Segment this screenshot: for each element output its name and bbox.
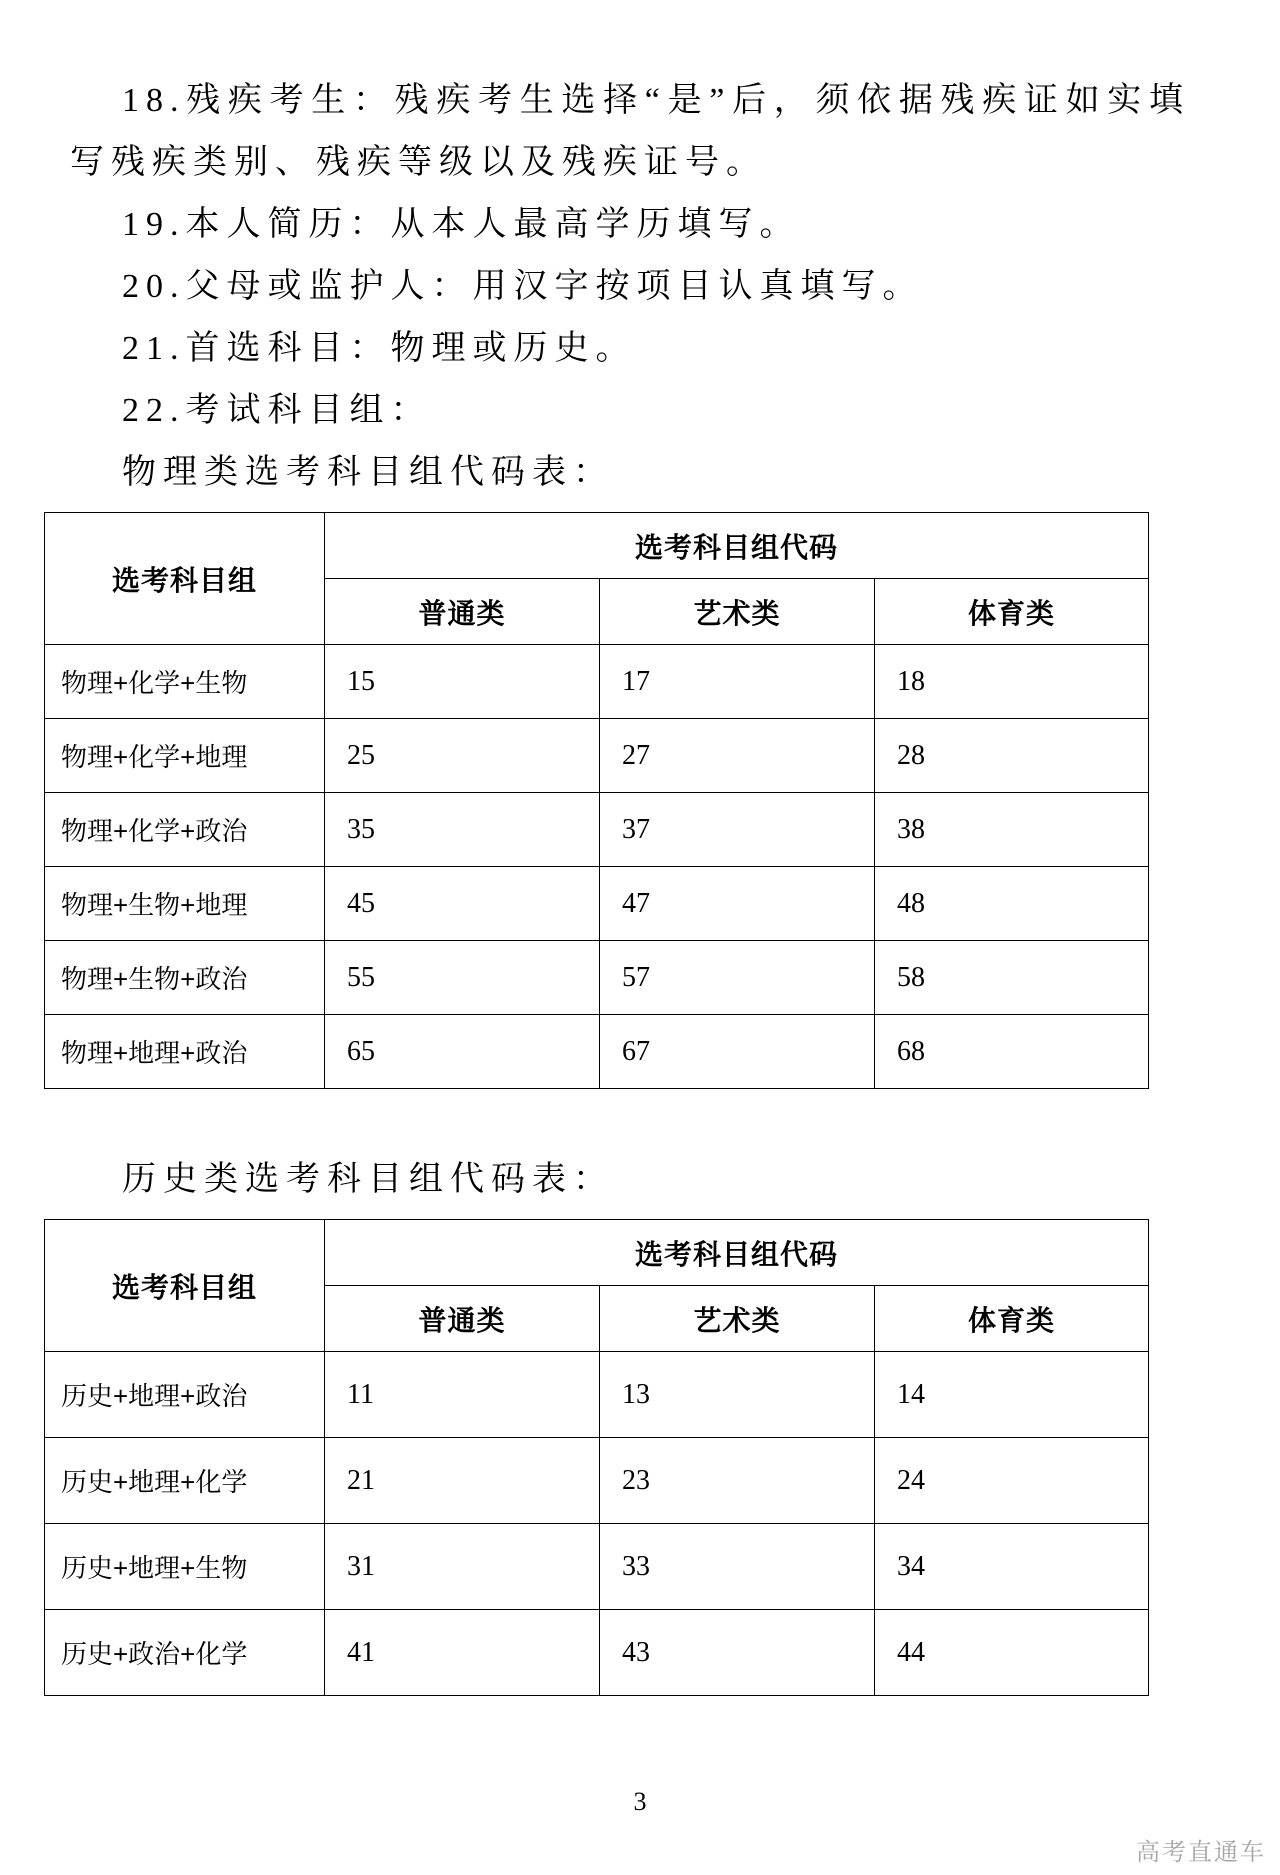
row-header-cell: 选考科目组 (45, 513, 325, 645)
table-row (45, 1610, 1149, 1696)
physics-table-caption: 物理类选考科目组代码表： (122, 454, 614, 491)
code-group-header-cell: 选考科目组代码 (325, 1220, 1149, 1286)
code-cell: 55 (325, 941, 600, 1015)
code-cell: 13 (600, 1352, 875, 1438)
code-cell: 25 (325, 719, 600, 793)
code-cell: 27 (600, 719, 875, 793)
code-cell: 14 (875, 1352, 1149, 1438)
subject-group-cell: 历史+地理+化学 (45, 1438, 325, 1524)
watermark: 高考直通车 (1136, 1839, 1266, 1866)
code-cell: 37 (600, 793, 875, 867)
subject-group-cell: 物理+化学+地理 (45, 719, 325, 793)
history-code-table (44, 1219, 1149, 1696)
code-cell: 33 (600, 1524, 875, 1610)
paragraph-21: 21.首选科目：物理或历史。 (122, 330, 637, 367)
code-cell: 65 (325, 1015, 600, 1089)
code-group-header-cell: 选考科目组代码 (325, 513, 1149, 579)
table-header-row (45, 1220, 1149, 1286)
table-row (45, 867, 1149, 941)
col-header-general: 普通类 (325, 579, 600, 645)
col-header-sports: 体育类 (875, 579, 1149, 645)
paragraph-19: 19.本人简历：从本人最高学历填写。 (122, 206, 801, 243)
subject-group-cell: 物理+化学+生物 (45, 645, 325, 719)
table-row (45, 1438, 1149, 1524)
code-cell: 34 (875, 1524, 1149, 1610)
code-cell: 58 (875, 941, 1149, 1015)
code-cell: 41 (325, 1610, 600, 1696)
paragraph-20: 20.父母或监护人：用汉字按项目认真填写。 (122, 268, 924, 305)
table-row (45, 793, 1149, 867)
code-cell: 24 (875, 1438, 1149, 1524)
code-cell: 11 (325, 1352, 600, 1438)
table-row (45, 1015, 1149, 1089)
code-cell: 35 (325, 793, 600, 867)
table-row (45, 1352, 1149, 1438)
col-header-general: 普通类 (325, 1286, 600, 1352)
code-cell: 15 (325, 645, 600, 719)
code-cell: 45 (325, 867, 600, 941)
subject-group-cell: 物理+化学+政治 (45, 793, 325, 867)
code-cell: 68 (875, 1015, 1149, 1089)
table-row (45, 1524, 1149, 1610)
code-cell: 23 (600, 1438, 875, 1524)
col-header-art: 艺术类 (600, 1286, 875, 1352)
code-cell: 43 (600, 1610, 875, 1696)
code-cell: 48 (875, 867, 1149, 941)
col-header-sports: 体育类 (875, 1286, 1149, 1352)
code-cell: 67 (600, 1015, 875, 1089)
subject-group-cell: 历史+政治+化学 (45, 1610, 325, 1696)
table-row (45, 941, 1149, 1015)
code-cell: 17 (600, 645, 875, 719)
table-header-row (45, 513, 1149, 579)
table-row (45, 719, 1149, 793)
code-cell: 21 (325, 1438, 600, 1524)
code-cell: 47 (600, 867, 875, 941)
col-header-art: 艺术类 (600, 579, 875, 645)
history-table-caption: 历史类选考科目组代码表： (122, 1161, 614, 1198)
code-cell: 31 (325, 1524, 600, 1610)
code-cell: 28 (875, 719, 1149, 793)
subject-group-cell: 物理+生物+政治 (45, 941, 325, 1015)
code-cell: 57 (600, 941, 875, 1015)
subject-group-cell: 物理+生物+地理 (45, 867, 325, 941)
paragraph-18: 18.残疾考生：残疾考生选择“是”后，须依据残疾证如实填写残疾类别、残疾等级以及残疾证号。 (70, 82, 1190, 181)
subject-group-cell: 历史+地理+政治 (45, 1352, 325, 1438)
physics-code-table (44, 512, 1149, 1089)
subject-group-cell: 历史+地理+生物 (45, 1524, 325, 1610)
subject-group-cell: 物理+地理+政治 (45, 1015, 325, 1089)
page-number: 3 (633, 1787, 647, 1816)
row-header-cell: 选考科目组 (45, 1220, 325, 1352)
table-row (45, 645, 1149, 719)
code-cell: 44 (875, 1610, 1149, 1696)
code-cell: 38 (875, 793, 1149, 867)
paragraph-22: 22.考试科目组： (122, 392, 432, 429)
code-cell: 18 (875, 645, 1149, 719)
